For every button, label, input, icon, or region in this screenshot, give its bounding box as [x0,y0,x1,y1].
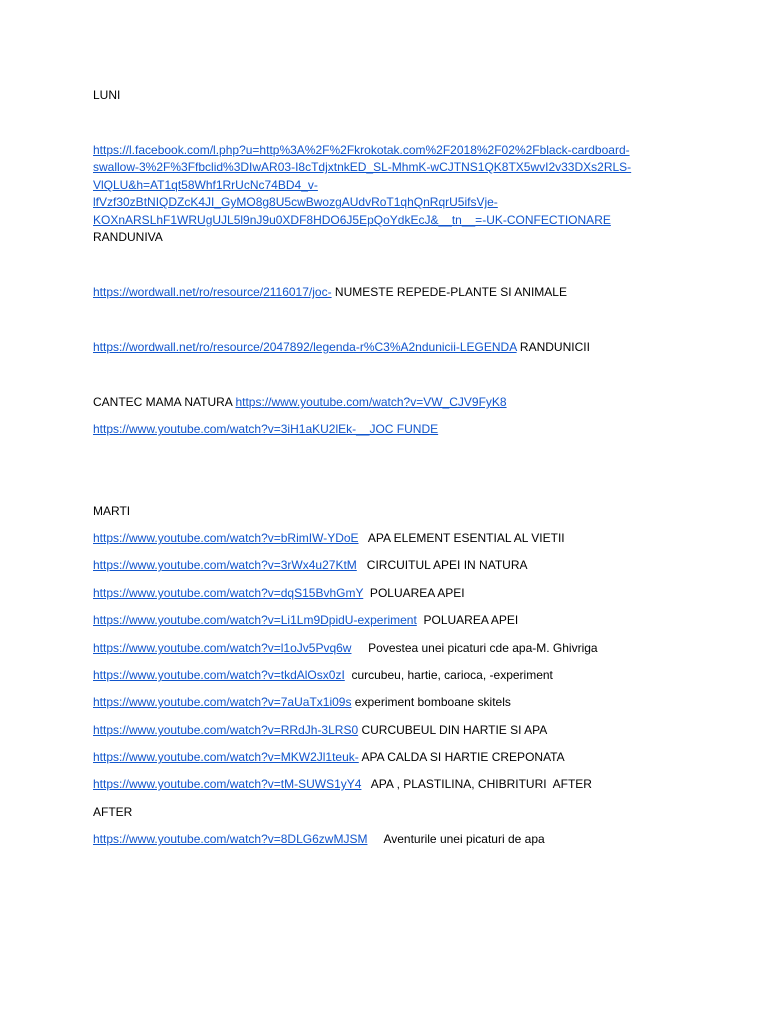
cantec-link[interactable]: https://www.youtube.com/watch?v=VW_CJV9FyK8 [235,395,507,409]
marti-link-10[interactable]: https://www.youtube.com/watch?v=tM-SUWS1yY4 [93,777,362,791]
marti-text-1: APA ELEMENT ESENTIAL AL VIETII [358,531,565,545]
marti-text-last: Aventurile unei picaturi de apa [367,832,545,846]
marti-row-5 [93,640,598,657]
heading-marti: MARTI [93,504,131,518]
marti-link-1[interactable]: https://www.youtube.com/watch?v=bRimIW-YDoE [93,531,359,545]
facebook-link-line-5[interactable]: KOXnARSLhF1WRUgUJL5l9nJ9u0XDF8HDO6J5EpQoYdkEcJ&__tn__=-UK-CONFECTIONARE [93,213,611,227]
cantec-text: CANTEC MAMA NATURA [93,395,236,409]
marti-text-9: APA CALDA SI HARTIE CREPONATA [358,750,565,764]
wordwall-text-1: NUMESTE REPEDE-PLANTE SI ANIMALE [331,285,567,299]
wordwall-text-2: RANDUNICII [516,340,590,354]
wordwall-link-2[interactable]: https://wordwall.net/ro/resource/2047892/legenda-r%C3%A2ndunicii-LEGENDA [93,340,517,354]
marti-text-7: experiment bomboane skitels [351,695,511,709]
marti-row-3 [93,585,465,602]
randuniva-text: RANDUNIVA [93,230,163,244]
marti-row-1 [93,530,565,547]
marti-text-4: POLUAREA APEI [416,613,519,627]
marti-row-last [93,831,545,848]
marti-text-3: POLUAREA APEI [363,586,465,600]
marti-text-2: CIRCUITUL APEI IN NATURA [356,558,528,572]
marti-text-6: curcubeu, hartie, carioca, -experiment [344,668,553,682]
marti-link-6[interactable]: https://www.youtube.com/watch?v=tkdAlOsx0zI [93,668,345,682]
marti-row-9 [93,749,565,766]
marti-link-5[interactable]: https://www.youtube.com/watch?v=l1oJv5Pvq6w [93,641,352,655]
marti-link-7[interactable]: https://www.youtube.com/watch?v=7aUaTx1i09s [93,695,352,709]
marti-row-2 [93,557,528,574]
facebook-link-line-4[interactable]: lfVzf30zBtNIQDZcK4JI_GyMO8g8U5cwBwozgAUdvRoT1qhQnRqrU5ifsVje- [93,195,498,209]
after-text: AFTER [93,805,133,819]
marti-link-4[interactable]: https://www.youtube.com/watch?v=Li1Lm9DpidU-experiment [93,613,417,627]
marti-row-8 [93,722,547,739]
marti-link-2[interactable]: https://www.youtube.com/watch?v=3rWx4u27KtM [93,558,357,572]
wordwall-row-1 [93,284,567,301]
marti-row-4 [93,612,518,629]
marti-row-10 [93,776,592,793]
marti-row-6 [93,667,553,684]
marti-link-9[interactable]: https://www.youtube.com/watch?v=MKW2Jl1teuk- [93,750,359,764]
wordwall-link-1[interactable]: https://wordwall.net/ro/resource/2116017/joc- [93,285,332,299]
marti-row-7 [93,694,511,711]
facebook-link-line-2[interactable]: swallow-3%2F%3Ffbclid%3DIwAR03-I8cTdjxtnkED_SL-MhmK-wCJTNS1QK8TX5wvI2v33DXs2RLS- [93,160,632,174]
facebook-link-line-1[interactable]: https://l.facebook.com/l.php?u=http%3A%2F%2Fkrokotak.com%2F2018%2F02%2Fblack-cardboard- [93,143,630,157]
facebook-link-line-3[interactable]: VlQLU&h=AT1qt58Whf1RrUcNc74BD4_v- [93,178,318,192]
heading-luni: LUNI [93,88,121,102]
marti-link-8[interactable]: https://www.youtube.com/watch?v=RRdJh-3LRS0 [93,723,359,737]
marti-text-8: CURCUBEUL DIN HARTIE SI APA [358,723,548,737]
marti-link-3[interactable]: https://www.youtube.com/watch?v=dqS15BvhGmY [93,586,364,600]
marti-text-5: Povestea unei picaturi cde apa-M. Ghivriga [351,641,598,655]
joc-funde-link[interactable]: https://www.youtube.com/watch?v=3iH1aKU2lEk-__JOC FUNDE [93,422,439,436]
marti-text-10: APA , PLASTILINA, CHIBRITURI AFTER [361,777,592,791]
marti-link-last[interactable]: https://www.youtube.com/watch?v=8DLG6zwMJSM [93,832,368,846]
wordwall-row-2 [93,339,590,356]
cantec-row [93,394,507,411]
